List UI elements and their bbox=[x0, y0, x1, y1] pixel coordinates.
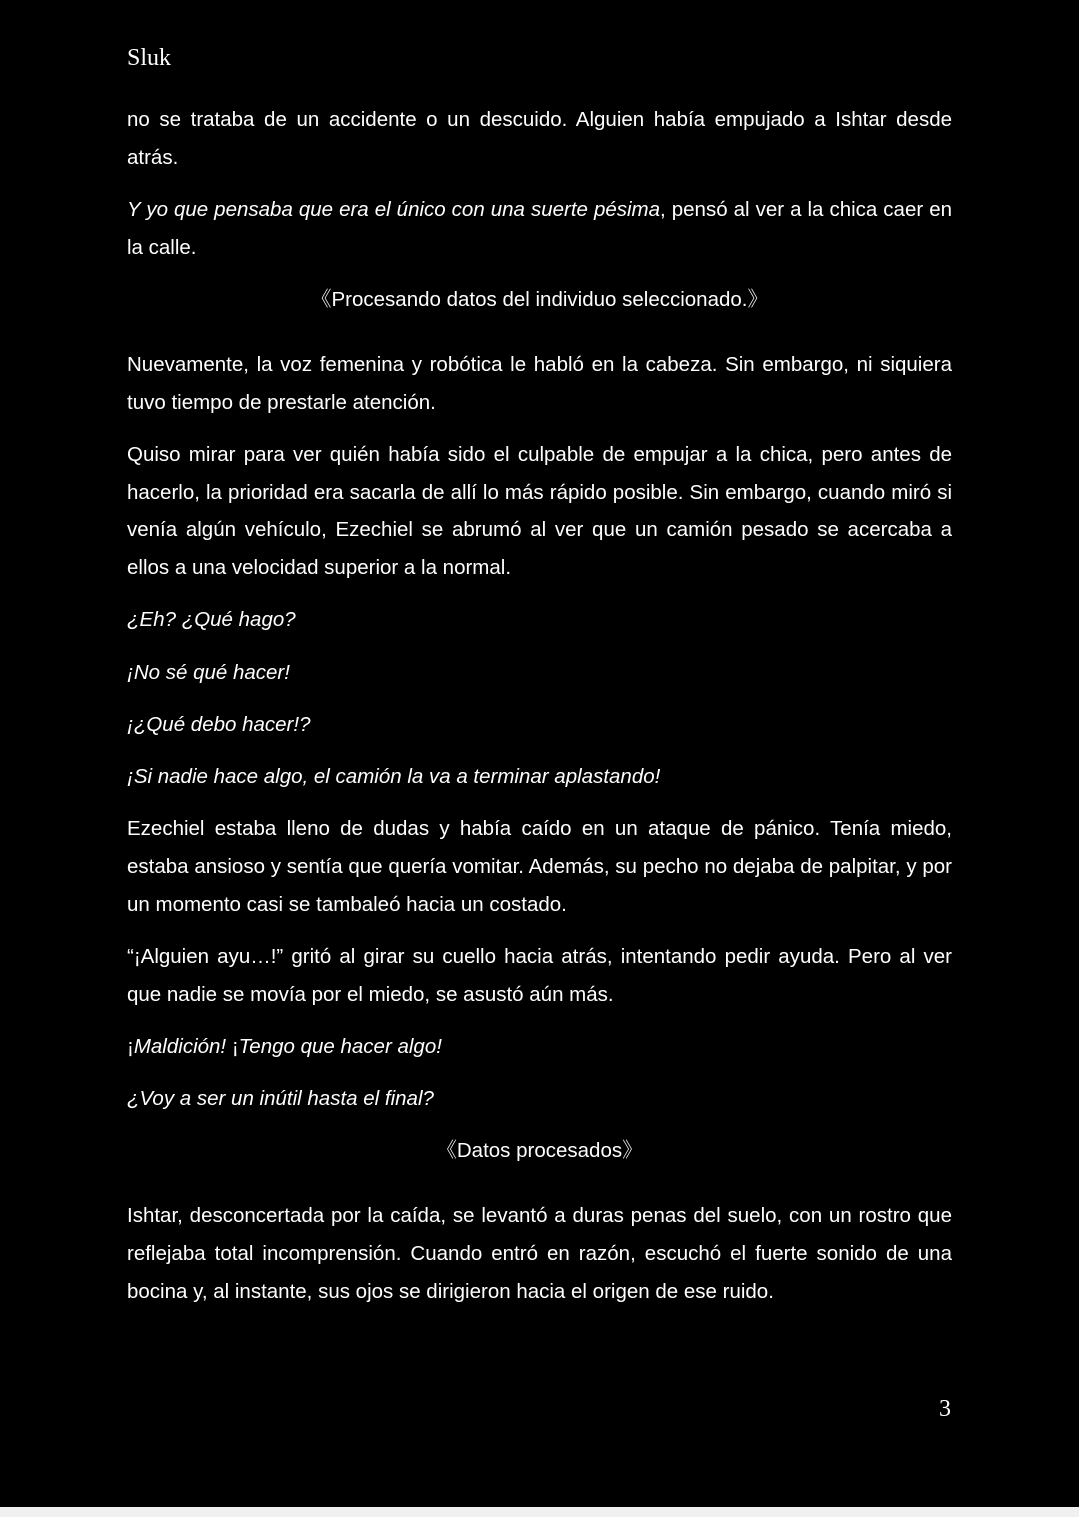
page-header-author: Sluk bbox=[127, 45, 172, 71]
page-number: 3 bbox=[939, 1396, 951, 1422]
thought-6: ¿Voy a ser un inútil hasta el final? bbox=[127, 1087, 434, 1111]
paragraph-1: no se trataba de un accidente o un descuido. Alguien había empujado a Ishtar desde atrás. bbox=[127, 108, 952, 169]
paragraph-11: “¡Alguien ayu…!” gritó al girar su cuello hacia atrás, intentando pedir ayuda. Pero al ver que nadie se movía por el miedo, se asustó aún más. bbox=[127, 944, 952, 1006]
thought-1: ¿Eh? ¿Qué hago? bbox=[127, 608, 296, 632]
thought-5-a: Maldición! bbox=[133, 1034, 232, 1058]
system-message-processed: 《Datos procesados》 bbox=[436, 1139, 643, 1163]
paragraph-15: Ishtar, desconcertada por la caída, se levantó a duras penas del suelo, con un rostro que reflejaba total incomprensión. Cuando entró en razón, escuchó el fuerte sonido de una bocina y, al instante, sus ojos se dirigieron hacia el origen de ese ruido. bbox=[127, 1204, 952, 1303]
paragraph-2 bbox=[127, 191, 952, 267]
system-message-processing: 《Procesando datos del individuo seleccionado.》 bbox=[311, 287, 768, 311]
paragraph-4: Nuevamente, la voz femenina y robótica le habló en la cabeza. Sin embargo, ni siquiera tuvo tiempo de prestarle atención. bbox=[127, 352, 952, 414]
page-bottom-edge bbox=[0, 1507, 1079, 1517]
thought-3: ¡¿Qué debo hacer!? bbox=[127, 712, 311, 736]
paragraph-10: Ezechiel estaba lleno de dudas y había caído en un ataque de pánico. Tenía miedo, estaba ansioso y sentía que quería vomitar. Además, su pecho no dejaba de palpitar, y por un momento casi se tambaleó hacia un costado. bbox=[127, 817, 952, 916]
narration: , pensó al ver a la chica caer en la calle. bbox=[127, 197, 953, 259]
thought-4: ¡Si nadie hace algo, el camión la va a terminar aplastando! bbox=[127, 764, 661, 788]
body-text bbox=[127, 101, 952, 1325]
inner-thought: Y yo que pensaba que era el único con una suerte pésima bbox=[127, 197, 661, 221]
thought-5-b: Tengo que hacer algo! bbox=[238, 1034, 442, 1058]
exclamation-mark: ¡ bbox=[231, 1034, 239, 1058]
exclamation-mark: ¡ bbox=[127, 1034, 134, 1058]
thought-2: ¡No sé qué hacer! bbox=[127, 660, 290, 684]
paragraph-5: Quiso mirar para ver quién había sido el culpable de empujar a la chica, pero antes de hacerlo, la prioridad era sacarla de allí lo más rápido posible. Sin embargo, cuando miró si venía algún vehículo, Ezechiel se abrumó al ver que un camión pesado se acercaba a ellos a una velocidad superior a la normal. bbox=[127, 442, 952, 580]
thought-5 bbox=[127, 1028, 952, 1066]
